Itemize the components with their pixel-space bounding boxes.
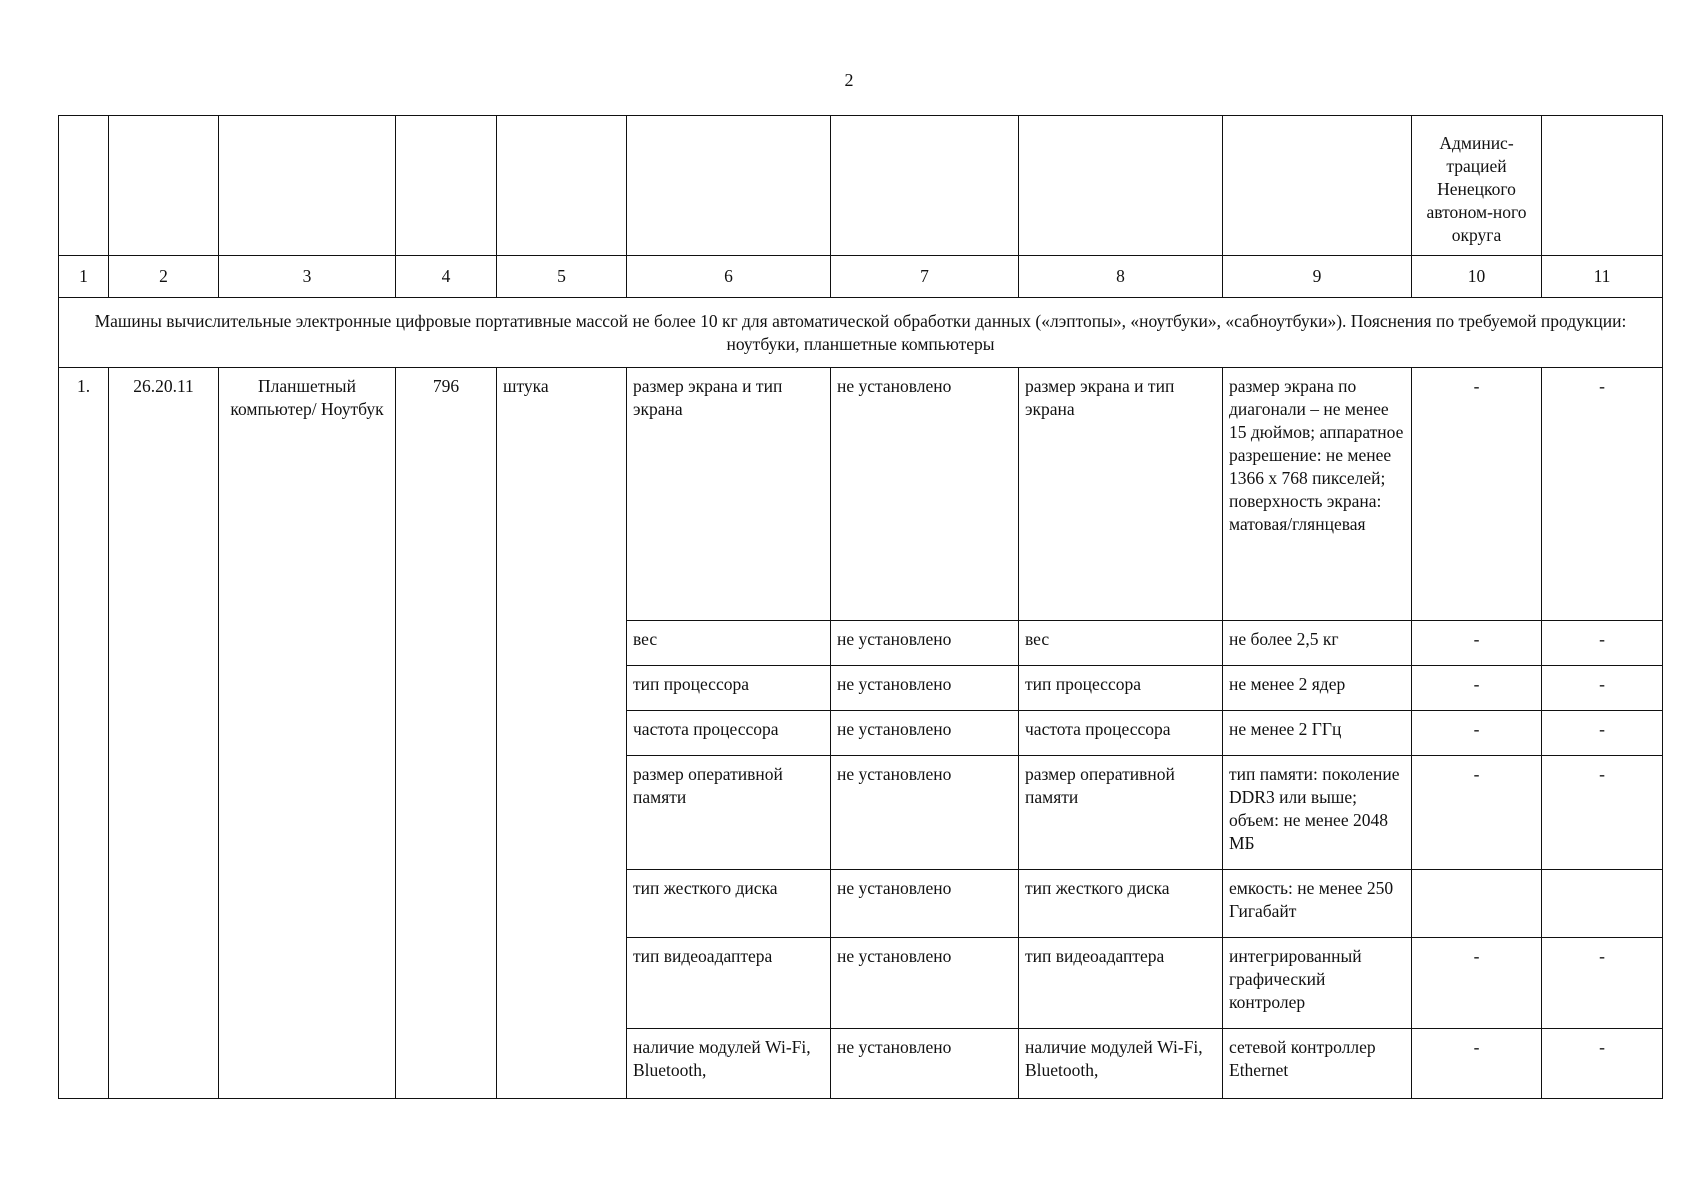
header-cell	[59, 116, 109, 256]
value-cell: емкость: не менее 250 Гигабайт	[1223, 870, 1412, 938]
value-cell: -	[1412, 1029, 1542, 1099]
column-number: 11	[1542, 256, 1663, 298]
column-number: 3	[219, 256, 396, 298]
value-cell: не установлено	[831, 711, 1019, 756]
value-cell: -	[1412, 711, 1542, 756]
column-number: 2	[109, 256, 219, 298]
header-cell	[396, 116, 497, 256]
value-cell: не более 2,5 кг	[1223, 621, 1412, 666]
characteristic-cell: тип видеоадаптера	[1019, 938, 1223, 1029]
value-cell: не менее 2 ГГц	[1223, 711, 1412, 756]
value-cell: -	[1412, 938, 1542, 1029]
value-cell: тип памяти: поколение DDR3 или выше; объем: не менее 2048 МБ	[1223, 756, 1412, 870]
header-cell-col10: Админис-трацией Ненецкого автоном-ного округа	[1412, 116, 1542, 256]
value-cell: не менее 2 ядер	[1223, 666, 1412, 711]
value-cell: не установлено	[831, 621, 1019, 666]
value-cell: -	[1412, 368, 1542, 621]
table-row	[59, 368, 1663, 621]
column-number-row	[59, 256, 1663, 298]
header-cell	[1223, 116, 1412, 256]
value-cell: не установлено	[831, 666, 1019, 711]
item-name: Планшетный компьютер/ Ноутбук	[219, 368, 396, 1099]
value-cell: -	[1542, 368, 1663, 621]
characteristic-cell: тип процессора	[627, 666, 831, 711]
header-cell	[831, 116, 1019, 256]
value-cell: -	[1542, 666, 1663, 711]
value-cell	[1412, 870, 1542, 938]
value-cell: размер экрана по диагонали – не менее 15 дюймов; аппаратное разрешение: не менее 1366 х 768 пикселей; поверхность экрана: матовая/глянцевая	[1223, 368, 1412, 621]
header-row-top	[59, 116, 1663, 256]
value-cell: интегрированный графический контролер	[1223, 938, 1412, 1029]
value-cell: -	[1412, 666, 1542, 711]
characteristic-cell: частота процессора	[627, 711, 831, 756]
value-cell: -	[1542, 711, 1663, 756]
value-cell: -	[1412, 756, 1542, 870]
value-cell: не установлено	[831, 1029, 1019, 1099]
characteristic-cell: наличие модулей Wi-Fi, Bluetooth,	[1019, 1029, 1223, 1099]
value-cell: не установлено	[831, 938, 1019, 1029]
specification-table	[58, 115, 1663, 1099]
characteristic-cell: тип жесткого диска	[1019, 870, 1223, 938]
column-number: 1	[59, 256, 109, 298]
header-cell	[1542, 116, 1663, 256]
section-title: Машины вычислительные электронные цифровые портативные массой не более 10 кг для автоматической обработки данных («лэптопы», «ноутбуки», «сабноутбуки»). Пояснения по требуемой продукции: ноутбуки, планшетные компьютеры	[59, 298, 1663, 368]
column-number: 5	[497, 256, 627, 298]
value-cell: -	[1542, 621, 1663, 666]
characteristic-cell: частота процессора	[1019, 711, 1223, 756]
header-cell	[1019, 116, 1223, 256]
characteristic-cell: размер оперативной памяти	[1019, 756, 1223, 870]
header-cell	[219, 116, 396, 256]
characteristic-cell: тип процессора	[1019, 666, 1223, 711]
column-number: 4	[396, 256, 497, 298]
unit-code: 796	[396, 368, 497, 1099]
value-cell: -	[1412, 621, 1542, 666]
header-cell	[627, 116, 831, 256]
unit-name: штука	[497, 368, 627, 1099]
value-cell: не установлено	[831, 870, 1019, 938]
characteristic-cell: размер экрана и тип экрана	[1019, 368, 1223, 621]
header-cell	[497, 116, 627, 256]
column-number: 8	[1019, 256, 1223, 298]
column-number: 7	[831, 256, 1019, 298]
value-cell: сетевой контроллер Ethernet	[1223, 1029, 1412, 1099]
characteristic-cell: вес	[627, 621, 831, 666]
value-cell	[1542, 870, 1663, 938]
value-cell: не установлено	[831, 756, 1019, 870]
characteristic-cell: вес	[1019, 621, 1223, 666]
value-cell: -	[1542, 1029, 1663, 1099]
column-number: 9	[1223, 256, 1412, 298]
characteristic-cell: наличие модулей Wi-Fi, Bluetooth,	[627, 1029, 831, 1099]
section-row	[59, 298, 1663, 368]
characteristic-cell: размер экрана и тип экрана	[627, 368, 831, 621]
column-number: 6	[627, 256, 831, 298]
characteristic-cell: размер оперативной памяти	[627, 756, 831, 870]
page-number: 2	[844, 70, 854, 90]
value-cell: -	[1542, 938, 1663, 1029]
value-cell: не установлено	[831, 368, 1019, 621]
value-cell: -	[1542, 756, 1663, 870]
header-cell	[109, 116, 219, 256]
characteristic-cell: тип видеоадаптера	[627, 938, 831, 1029]
characteristic-cell: тип жесткого диска	[627, 870, 831, 938]
item-number: 1.	[59, 368, 109, 1099]
column-number: 10	[1412, 256, 1542, 298]
item-code: 26.20.11	[109, 368, 219, 1099]
